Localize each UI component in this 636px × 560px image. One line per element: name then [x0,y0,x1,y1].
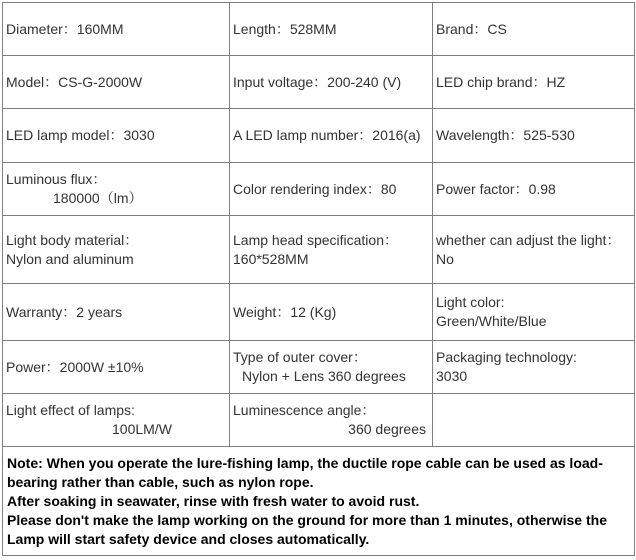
table-row [3,216,635,284]
note-row [3,447,635,556]
power-cell: Power：2000W ±10% [3,341,230,394]
outer-cover-cell [230,341,433,394]
luminous-flux-cell [3,163,230,216]
lamp-head-value: 160*528MM [233,250,309,267]
table-row [3,109,635,163]
luminescence-angle-label: Luminescence angle： [233,402,376,418]
color-index-cell: Color rendering index：80 [230,163,433,216]
light-color-label: Light color: [436,294,505,310]
body-material-cell [3,216,230,284]
adjust-light-value: No [436,250,454,267]
model-cell: Model：CS-G-2000W [3,56,230,109]
lamp-number-cell: A LED lamp number：2016(a) [230,109,433,163]
light-color-value: Green/White/Blue [436,313,547,329]
outer-cover-label: Type of outer cover： [233,349,367,365]
warranty-cell: Warranty：2 years [3,284,230,341]
body-material-label: Light body material： [6,231,139,248]
table-row [3,394,635,447]
input-voltage-cell: Input voltage：200-240 (V) [230,56,433,109]
spec-table [2,2,635,556]
luminous-flux-value: 180000（lm） [53,190,143,206]
outer-cover-value: Nylon + Lens 360 degrees [242,368,406,384]
table-row [3,56,635,109]
body-material-value: Nylon and aluminum [6,250,134,267]
table-row [3,284,635,341]
note-cell [3,447,635,556]
empty-cell [433,394,635,447]
brand-cell: Brand：CS [433,3,635,56]
adjust-light-cell [433,216,635,284]
packaging-value: 3030 [436,368,468,384]
luminous-flux-label: Luminous flux： [6,171,107,187]
adjust-light-label: whether can adjust the light： [436,231,621,248]
lamp-head-cell [230,216,433,284]
packaging-label: Packaging technology: [436,349,577,365]
wavelength-cell: Wavelength：525-530 [433,109,635,163]
table-row [3,341,635,394]
table-row [3,163,635,216]
length-cell: Length：528MM [230,3,433,56]
light-effect-value: 100LM/W [112,421,172,437]
luminescence-angle-value: 360 degrees [348,421,426,437]
note-line-2: After soaking in seawater, rinse with fresh water to avoid rust. [7,492,420,509]
packaging-cell [433,341,635,394]
diameter-cell: Diameter：160MM [3,3,230,56]
luminescence-angle-cell [230,394,433,447]
note-line-1: Note: When you operate the lure-fishing lamp, the ductile rope cable can be used as load-bearing rather than cable, such as nylon rope. [7,454,603,490]
lamp-model-cell: LED lamp model：3030 [3,109,230,163]
light-effect-cell [3,394,230,447]
lamp-head-label: Lamp head specification： [233,231,398,248]
table-row [3,3,635,56]
light-color-cell [433,284,635,341]
light-effect-label: Light effect of lamps: [6,402,135,418]
note-line-3: Please don't make the lamp working on the ground for more than 1 minutes, otherwise the Lamp will start safety device and closes automatically. [7,511,607,547]
chip-brand-cell: LED chip brand：HZ [433,56,635,109]
power-factor-cell: Power factor：0.98 [433,163,635,216]
weight-cell: Weight：12 (Kg) [230,284,433,341]
